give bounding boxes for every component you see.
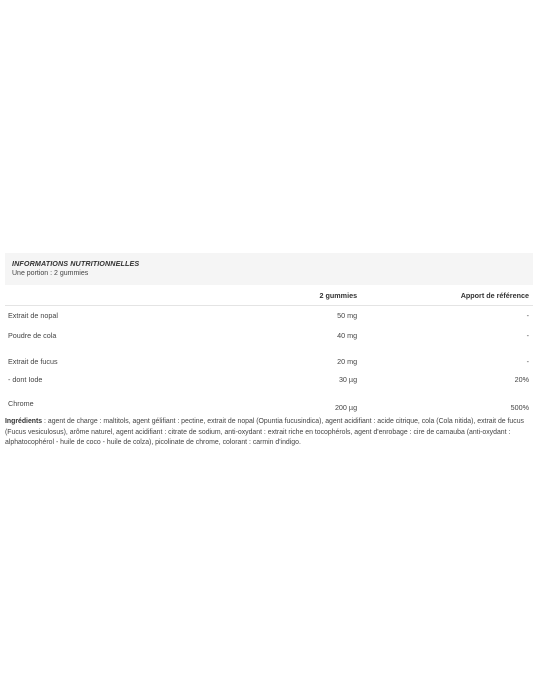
nutrient-name: Chrome bbox=[8, 399, 34, 408]
table-row bbox=[5, 306, 533, 332]
column-header-reference: Apport de référence bbox=[357, 285, 533, 306]
nutrient-name: - dont Iode bbox=[8, 375, 43, 384]
nutrition-header bbox=[5, 253, 533, 285]
table-row bbox=[5, 331, 533, 357]
column-header-amount: 2 gummies bbox=[206, 285, 357, 306]
nutrient-reference: 20% bbox=[514, 375, 529, 384]
serving-size: Une portion : 2 gummies bbox=[12, 270, 89, 277]
ingredients-text: : agent de charge : maltitols, agent gélifiant : pectine, extrait de nopal (Opuntia fucusindica), agent acidifiant : acide citrique, cola (Cola nitida), extrait de fucus (Fucus vesiculosus), arôme naturel, agent acidifiant : citrate de sodium, anti-oxydant : extrait riche en tocophérols, agent d'enrobage : cire de carnauba (anti-oxydant : alphatocophérol - huile de coco - huile de colza), picolinate de chrome, colorant : carmin d'indigo. bbox=[5, 418, 524, 446]
nutrition-panel bbox=[5, 253, 533, 449]
table-header-row bbox=[5, 285, 533, 306]
column-header-nutrient bbox=[5, 285, 206, 306]
nutrient-amount: 20 mg bbox=[337, 357, 358, 366]
table-row bbox=[5, 399, 533, 417]
nutrition-title: INFORMATIONS NUTRITIONNELLES bbox=[12, 259, 140, 268]
ingredients-paragraph bbox=[5, 417, 533, 449]
nutrient-reference: - bbox=[526, 331, 529, 340]
nutrient-amount: 30 µg bbox=[338, 375, 358, 384]
nutrient-amount: 50 mg bbox=[337, 311, 358, 320]
nutrient-name: Extrait de fucus bbox=[8, 357, 58, 366]
nutrient-amount: 40 mg bbox=[337, 331, 358, 340]
nutrient-name: Extrait de nopal bbox=[8, 311, 58, 320]
nutrition-table bbox=[5, 285, 533, 417]
nutrient-reference: - bbox=[526, 311, 529, 320]
nutrient-name: Poudre de cola bbox=[8, 331, 57, 340]
table-row bbox=[5, 375, 533, 399]
nutrient-reference: 500% bbox=[510, 403, 529, 412]
nutrient-amount: 200 µg bbox=[334, 403, 358, 412]
nutrient-reference: - bbox=[526, 357, 529, 366]
ingredients-label: Ingrédients bbox=[5, 418, 43, 425]
table-row bbox=[5, 357, 533, 375]
